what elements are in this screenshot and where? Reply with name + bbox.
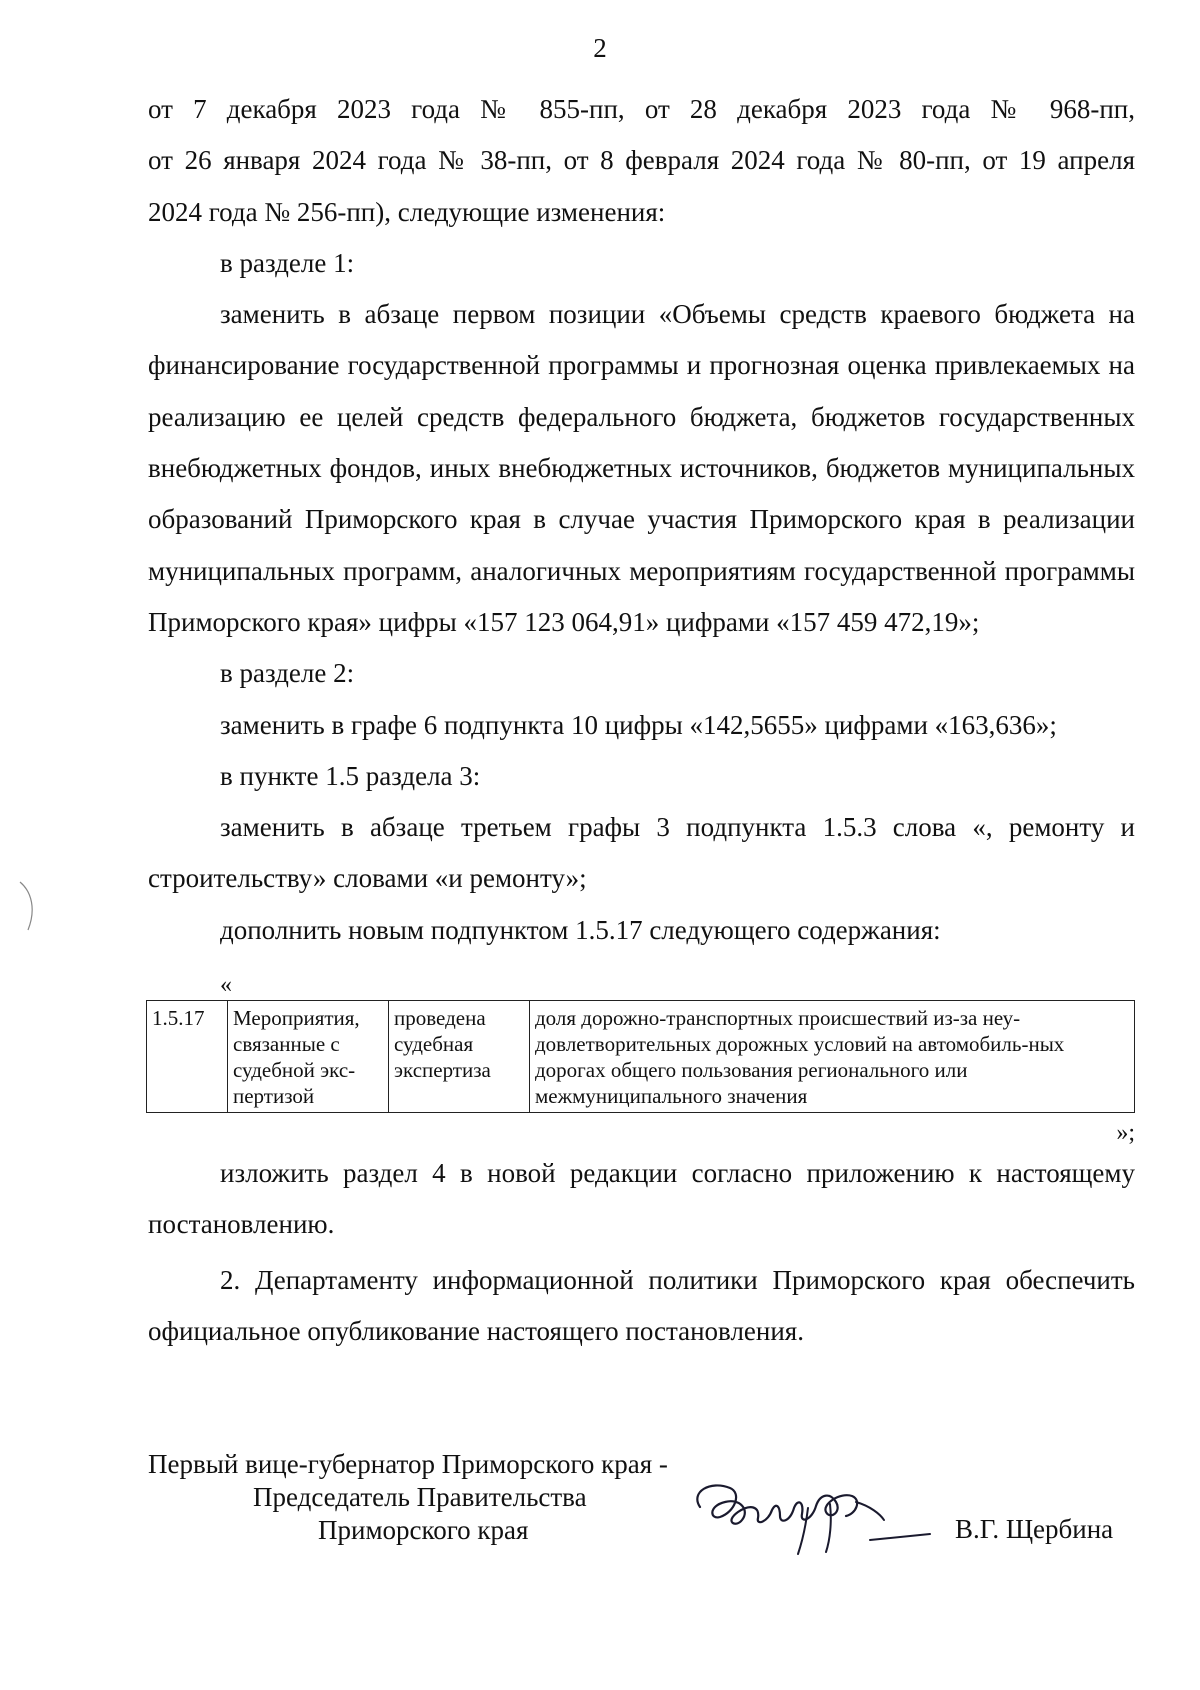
amendment-table	[146, 1000, 1135, 1113]
open-quote-mark: «	[220, 972, 232, 998]
intro-line-2: от 26 января 2024 года № 38-пп, от 8 февраля 2024 года № 80-пп, от 19 апреля	[148, 145, 1135, 176]
cell-event: Мероприятия, связанные с судебной экс-пертизой	[228, 1001, 389, 1113]
body-text-bottom	[148, 1148, 1135, 1357]
signer-name: В.Г. Щербина	[955, 1514, 1114, 1544]
section4-paragraph: изложить раздел 4 в новой редакции согласно приложению к настоящему постановлению.	[148, 1158, 1135, 1240]
page-number: 2	[593, 33, 607, 63]
body-text-top	[148, 84, 1135, 956]
intro-line-1: от 7 декабря 2023 года № 855-пп, от 28 декабря 2023 года № 968-пп,	[148, 94, 1135, 124]
section2-paragraph: заменить в графе 6 подпункта 10 цифры «142,5655» цифрами «163,636»;	[220, 709, 1057, 740]
signer-position-line-2: Председатель Правительства	[253, 1482, 587, 1512]
signer-position-line-3: Приморского края	[318, 1515, 529, 1545]
section3-paragraph: заменить в абзаце третьем графы 3 подпункта 1.5.3 слова «, ремонту и строительству» словами «и ремонту»;	[148, 812, 1135, 894]
point2-paragraph: 2. Департаменту информационной политики Приморского края обеспечить официальное опубликование настоящего постановления.	[148, 1264, 1135, 1346]
cell-number: 1.5.17	[147, 1001, 228, 1113]
close-quote-mark: »;	[1116, 1120, 1135, 1146]
cell-indicator: доля дорожно-транспортных происшествий из-за неу-довлетворительных дорожных условий на автомобиль-ных дорогах общего пользования регионального или межмуниципального значения	[530, 1001, 1135, 1113]
signature-title-block	[148, 1448, 668, 1547]
section1-paragraph: заменить в абзаце первом позиции «Объемы средств краевого бюджета на финансирование государственной программы и прогнозная оценка привлекаемых на реализацию ее целей средств федерального бюджета, бюджетов государственных внебюджетных фондов, иных внебюджетных источников, бюджетов муниципальных образований Приморского края в случае участия Приморского края в реализации муниципальных программ, аналогичных мероприятиям государственной программы Приморского края» цифры «157 123 064,91» цифрами «157 459 472,19»;	[148, 299, 1135, 637]
signer-position-line-1: Первый вице-губернатор Приморского края -	[148, 1449, 668, 1479]
scan-margin-mark	[18, 880, 38, 932]
cell-result: проведена судебная экспертиза	[389, 1001, 530, 1113]
section2-heading: в разделе 2:	[220, 658, 355, 689]
handwritten-signature	[680, 1462, 940, 1562]
section3-heading: в пункте 1.5 раздела 3:	[220, 760, 481, 791]
table-row	[147, 1001, 1135, 1113]
section1-heading: в разделе 1:	[220, 247, 355, 278]
supplement-paragraph: дополнить новым подпунктом 1.5.17 следующего содержания:	[220, 914, 941, 945]
intro-line-3: 2024 года № 256-пп), следующие изменения:	[148, 196, 666, 227]
